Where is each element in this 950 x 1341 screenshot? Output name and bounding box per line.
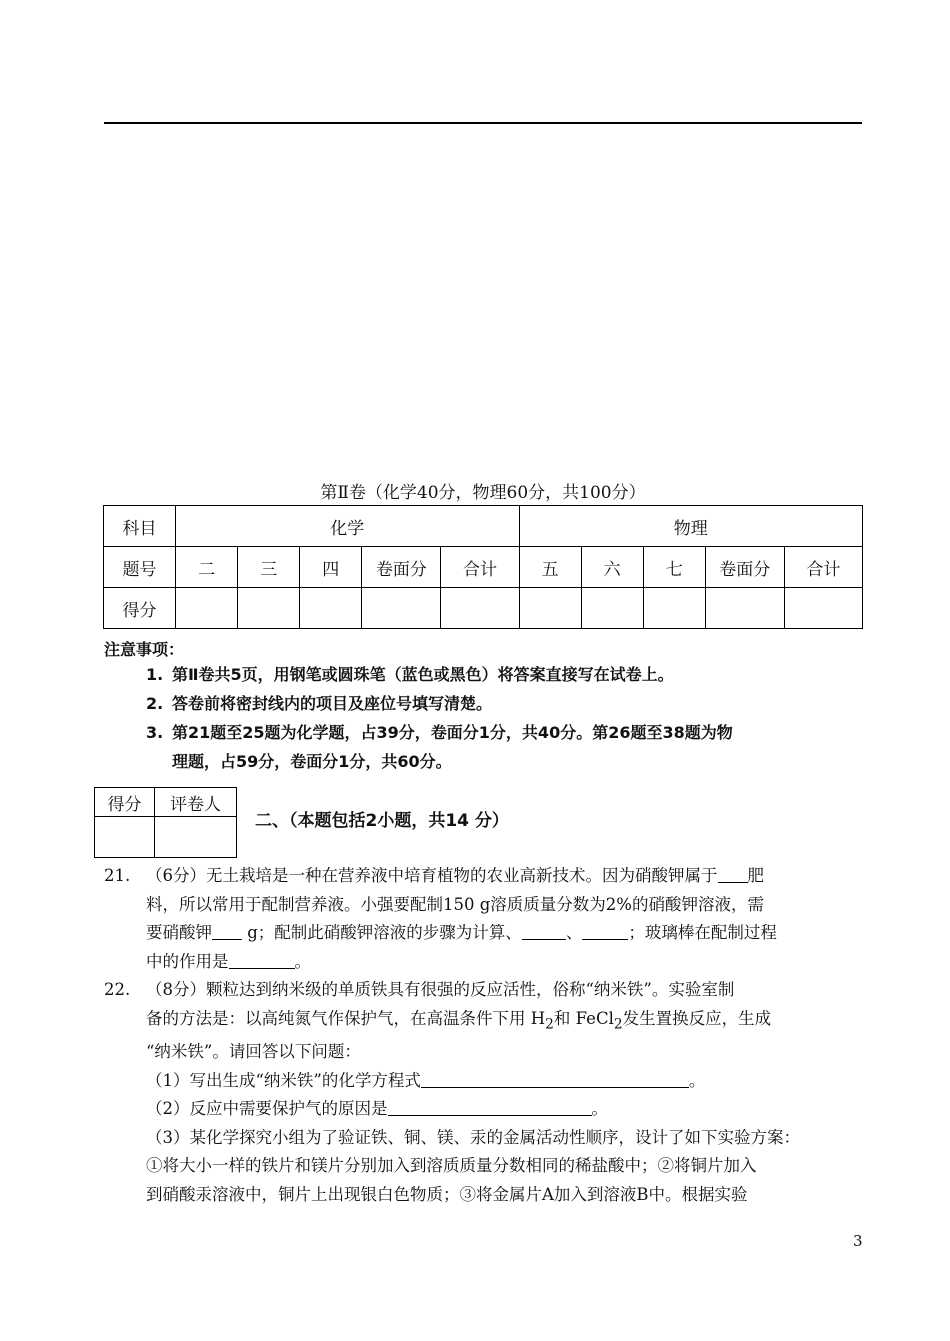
page-number: 3 xyxy=(853,1232,863,1250)
physics-header: 物理 xyxy=(519,506,862,547)
notice-text-continued: 理题，占59分，卷面分1分，共60分。 xyxy=(172,752,452,771)
question-number: 22. xyxy=(104,980,131,999)
col-header: 三 xyxy=(238,547,300,588)
col-header: 合计 xyxy=(441,547,519,588)
question-number: 21. xyxy=(104,866,131,885)
score-row xyxy=(104,588,863,629)
question-text: 。 xyxy=(591,1099,608,1119)
question-text: 发生置换反应，生成 xyxy=(622,1008,772,1028)
question-text: （1）写出生成“纳米铁”的化学方程式 xyxy=(146,1070,421,1090)
score-cell[interactable] xyxy=(705,588,784,629)
score-table xyxy=(103,505,863,629)
col-header: 五 xyxy=(519,547,581,588)
chemistry-header: 化学 xyxy=(176,506,519,547)
notice-text: 答卷前将密封线内的项目及座位号填写清楚。 xyxy=(172,694,493,713)
grader-name-cell[interactable] xyxy=(155,817,237,858)
question-text: （6分）无土栽培是一种在营养液中培育植物的农业高新技术。因为硝酸钾属于 xyxy=(146,866,718,885)
question-number-row xyxy=(104,547,863,588)
question-text: （3）某化学探究小组为了验证铁、铜、镁、汞的金属活动性顺序，设计了如下实验方案： xyxy=(146,1127,800,1147)
answer-blank[interactable] xyxy=(582,921,628,940)
question-text: 。 xyxy=(688,1070,706,1090)
question-text: g；配制此硝酸钾溶液的步骤为计算、 xyxy=(242,923,522,942)
question-text: 肥 xyxy=(747,866,764,885)
subscript: 2 xyxy=(613,1015,623,1032)
question-22 xyxy=(104,976,864,1209)
question-text: 、 xyxy=(565,923,583,942)
subscript: 2 xyxy=(545,1015,554,1032)
volume-title: 第Ⅱ卷（化学40分，物理60分，共100分） xyxy=(320,483,646,503)
notice-item xyxy=(146,660,864,689)
answer-blank[interactable] xyxy=(212,921,242,940)
answer-blank[interactable] xyxy=(421,1069,689,1088)
question-text: 要硝酸钾 xyxy=(146,923,212,942)
question-text: 和 FeCl xyxy=(553,1008,614,1028)
question-text: 。 xyxy=(294,951,311,971)
question-text: 到硝酸汞溶液中，铜片上出现银白色物质；③将金属片A加入到溶液B中。根据实验 xyxy=(146,1184,748,1204)
score-cell[interactable] xyxy=(581,588,643,629)
score-cell[interactable] xyxy=(441,588,519,629)
grader-score-label: 得分 xyxy=(95,788,155,817)
score-cell[interactable] xyxy=(176,588,238,629)
notice-number: 1. xyxy=(146,665,164,684)
notice-item xyxy=(146,718,864,776)
score-cell[interactable] xyxy=(300,588,362,629)
score-cell[interactable] xyxy=(519,588,581,629)
score-cell[interactable] xyxy=(238,588,300,629)
col-header: 六 xyxy=(581,547,643,588)
question-21 xyxy=(104,862,864,976)
grader-box xyxy=(94,787,237,858)
notice-heading: 注意事项： xyxy=(104,640,185,659)
answer-blank[interactable] xyxy=(522,921,566,940)
notice-item xyxy=(146,689,864,718)
question-text: 备的方法是：以高纯氮气作保护气，在高温条件下用 H xyxy=(146,1008,546,1028)
col-header: 卷面分 xyxy=(705,547,784,588)
answer-blank[interactable] xyxy=(718,864,748,883)
notice-text: 第Ⅱ卷共5页，用钢笔或圆珠笔（蓝色或黑色）将答案直接写在试卷上。 xyxy=(172,665,674,684)
col-header: 四 xyxy=(300,547,362,588)
col-header: 二 xyxy=(176,547,238,588)
header-rule xyxy=(104,122,862,124)
col-header: 七 xyxy=(643,547,705,588)
subject-label: 科目 xyxy=(104,506,176,547)
question-number-label: 题号 xyxy=(104,547,176,588)
grader-score-cell[interactable] xyxy=(95,817,155,858)
score-cell[interactable] xyxy=(784,588,862,629)
question-text: ①将大小一样的铁片和镁片分别加入到溶质质量分数相同的稀盐酸中；②将铜片加入 xyxy=(146,1156,757,1176)
answer-blank[interactable] xyxy=(388,1097,592,1116)
score-cell[interactable] xyxy=(643,588,705,629)
question-text: （2）反应中需要保护气的原因是 xyxy=(146,1099,388,1119)
col-header: 合计 xyxy=(784,547,862,588)
score-cell[interactable] xyxy=(362,588,441,629)
notice-text: 第21题至25题为化学题，占39分，卷面分1分，共40分。第26题至38题为物 xyxy=(172,723,733,742)
grader-name-label: 评卷人 xyxy=(155,788,237,817)
subject-row xyxy=(104,506,863,547)
question-text: 中的作用是 xyxy=(146,951,229,971)
notice-number: 2. xyxy=(146,694,164,713)
question-text: “纳米铁”。请回答以下问题： xyxy=(146,1042,361,1062)
notice-number: 3. xyxy=(146,723,164,742)
section-title: 二、（本题包括2小题，共14 分） xyxy=(255,811,509,831)
question-text: （8分）颗粒达到纳米级的单质铁具有很强的反应活性，俗称“纳米铁”。实验室制 xyxy=(146,980,735,999)
question-text: 料，所以常用于配制营养液。小强要配制150 g溶质质量分数为2%的硝酸钾溶液，需 xyxy=(146,894,764,914)
question-text: ；玻璃棒在配制过程 xyxy=(628,923,777,942)
col-header: 卷面分 xyxy=(362,547,441,588)
answer-blank[interactable] xyxy=(229,950,295,969)
score-label: 得分 xyxy=(104,588,176,629)
